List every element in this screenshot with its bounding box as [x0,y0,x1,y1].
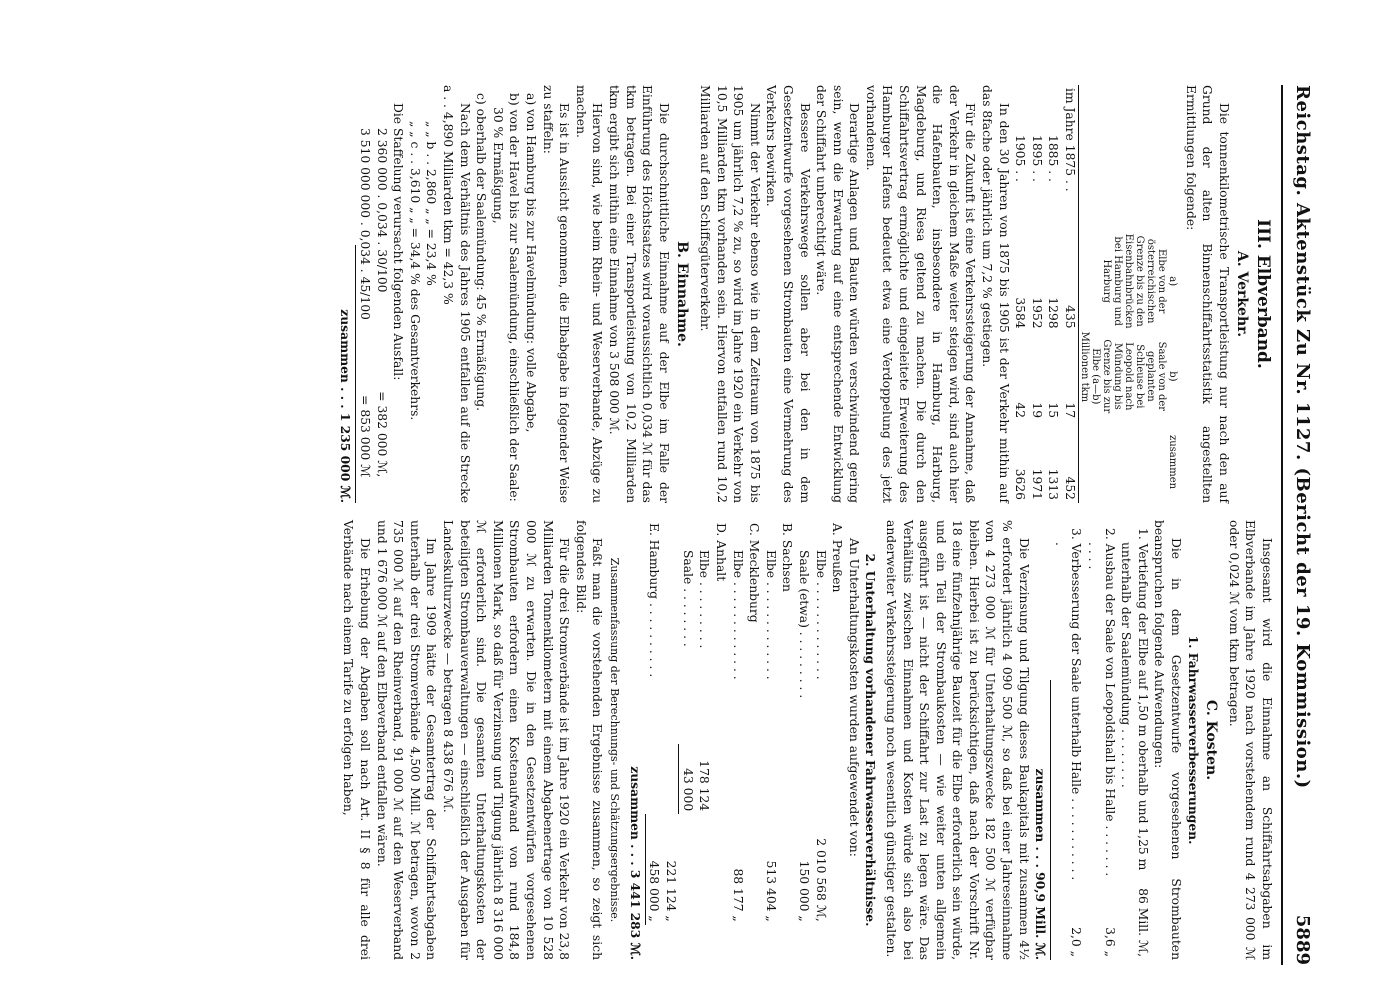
table-row: 1905 . . 3584 42 3626 [1013,135,1028,500]
paragraph: Im Jahre 1909 hätte der Gesamtertrag der Schiffahrtsabgaben unterhalb der drei Stromverbände 4,500 Mill. ℳ betragen, wovon 2 735 000 ℳ auf den Rheinverband, 91 000 ℳ auf den Weserverband und 1 676 000 ℳ auf den Elbeverband entfallen wären. [374,520,439,960]
running-title: Reichstag. Aktenstück Zu Nr. 1127. (Bericht der 19. Kommission.) [1292,85,1313,789]
paragraph: An Unterhaltungskosten wurden aufgewendet von: [846,538,861,857]
paragraph: Bessere Verkehrswege sollen aber bei den in dem Gesetzentwurfe vorgesehenen Strombauten eine Vermehrung des Verkehrs bewirken. [764,85,812,503]
section-heading: III. Elbverband. [1253,219,1273,369]
paragraph: „ „ b . . 2,860 „ „ = 23,4 % [424,121,439,286]
paragraph: Es ist in Aussicht genommen, die Elbabgabe in folgender Weise zu staffeln: [540,85,572,503]
subsection-c-title: C. Kosten. [1203,699,1220,781]
table-col-b: b) Saale von der geplanten Schleuse bei Leopold nach Mündung bis Grenze bis zur Elbe (a—b) [1090,339,1179,414]
calc-row: 3 510 000 000 . 0,034 . 45/100 = 853 000 ℳ [358,128,373,478]
right-column [340,520,1275,960]
list-item: b) von der Havel bis zur Saalemündung, einschließlich der Saale: 30 % Ermäßigung, [490,93,522,502]
paragraph: Für die Zukunft ist eine Verkehrssteigerung der Annahme, daß der Verkehr in gleichem Maße weiter steigen wird, sind auch hier die Hafenbauten, insbesondere in Hamburg, Harburg, Magdeburg, und Riesa geltend zu machen. Die durch den Schiffahrtsvertrag ermöglichte und eingeleitete Erweiterung des Hamburger Hafens bedeutet etwa eine Verdoppelung des jetzt vorhandenen. [863,85,978,503]
paragraph: Nach dem Verhältnis des Jahres 1905 entfallen auf die Strecke a . . 4,890 Milliarden tkm = 42,3 % [441,85,472,503]
table-row: D. Anhalt [714,523,728,582]
paragraph: Insgesamt wird die Einnahme an Schiffahrtsabgaben im Elbverbande im Jahre 1920 nach vorstehendem rund 4 273 000 ℳ oder 0,024 ℳ vom tkm betragen. [1226,520,1274,960]
list-item: c) oberhalb der Saalemündung: 45 % Ermäßigung. [474,93,489,411]
paragraph: Die tonnenkilometrische Transportleistung nur nach den auf Grund der alten Binnenschiffahrtsstatistik angestellten Ermittlungen folgende: [1183,85,1231,503]
paragraph: Die Erhebung der Abgaben soll nach Art. II § 8 für alle drei Verbände nach einem Tarife zu erfolgen haben, [341,520,373,960]
traffic-table [1012,85,1178,503]
calculation-table [357,125,390,480]
table-row: Elbe . . . . . . . . . . . . . 513 404 „ [763,550,778,922]
table-row: im Jahre 1875 . . 435 17 452 [1061,85,1078,503]
left-column [337,85,1275,503]
paragraph: In den 30 Jahren von 1875 bis 1905 ist der Verkehr mithin auf das 8fache oder jährlich um 7,2 % gestiegen. [980,85,1011,503]
table-row: Saale (etwa) . . . . . . . . . 150 000 „ [796,550,811,922]
header-rule [1281,85,1283,965]
table-row: B. Sachsen [780,523,795,592]
subsection-b-title: B. Einnahme. [674,241,691,347]
paragraph: Die in dem Gesetzentwurfe vorgesehenen Strombauten beanspruchen folgende Aufwendungen: [1152,520,1184,960]
paragraph: Nimmt der Verkehr ebenso wie in dem Zeitraum von 1875 bis 1905 um jährlich 7,2 % zu, so wird im Jahre 1920 ein Verkehr von 10,5 Milliarden tkm vorhanden sein. Hiervon entfallen rund 10,2 Milliarden auf den Schiffsgüterverkehr. [697,85,762,503]
costs-table [1051,520,1151,960]
table-row: Elbe . . . . . . . . . 178 124 [697,550,712,812]
table-unit: Millionen tkm [1079,331,1091,403]
calc-total: zusammen . . . 1 235 000 ℳ. [337,245,357,503]
maintenance-table [645,520,846,925]
subsection-a-title: A. Verkehr. [1234,250,1251,338]
paragraph: Hiervon sind, wie beim Rhein- und Weserverbande, Abzüge zu machen. [573,85,605,503]
table-row: A. Preußen [830,523,845,593]
paragraph: Derartige Anlagen und Bauten würden verschwindend gering sein, wenn die Erwartung auf eine entsprechende Entwicklung der Schiffahrt unberechtigt wäre. [814,85,862,503]
table-col-c: zusammen [1167,434,1179,490]
costs-total: zusammen . . . 90,9 Mill. ℳ. [1032,680,1052,960]
page-header [1283,85,1313,965]
table-row: E. Hamburg . . . . . . . . . . 458 000 „ [645,520,662,925]
page-number: 5889 [1292,914,1313,965]
table-row: Elbe . . . . . . . . . . . . . 2 010 568 ℳ, [813,550,828,922]
paragraph: Die durchschnittliche Einnahme auf der Elbe im Falle der Einführung des Höchstsatzes wird voraussichtlich 0,034 ℳ für das tkm betragen. Bei einer Transportleistung von 10,2 Milliarden tkm ergibt sich mithin eine Einnahme von 3 508 000 ℳ. [607,85,671,503]
table-row: C. Mecklenburg [747,523,762,623]
table-col-a: a) Elbe von der österreichischen Grenze bis zu den Eisenbahnbrücken bei Hamburg und Harburg [1101,233,1179,329]
table-row: 3. Verbesserung der Saale unterhalb Halle . . . . . . . . . . . . 2,0 „ [1052,528,1084,957]
paragraph: Faßt man die vorstehenden Ergebnisse zusammen, so zeigt sich folgendes Bild: [573,520,605,960]
maintenance-total: zusammen . . . 3 441 283 ℳ. [627,766,643,960]
paragraph: „ „ c . . 3,610 „ „ = 34,4 % des Gesamtverkehrs. [407,121,422,421]
table-row: 221 124 „ [663,860,678,922]
paragraph: Die Staffelung verursacht folgenden Ausfall: [391,103,406,381]
table-row: 1885 . . 1298 15 1313 [1046,135,1061,500]
paragraph: Die Verzinsung und Tilgung dieses Baukapitals mit zusammen 4½ % erfordert jährlich 4 090 500 ℳ, so daß bei einer Jahreseinnahme von 4 273 000 ℳ für Unterhaltungszwecke 182 500 ℳ verfügbar bleiben. Hierbei ist zu berücksichtigen, daß nach der Vorschrift Nr. 18 eine fünfzehnjährige Bauzeit für die Elbe erforderlich sein würde, und ein Teil der Strombaukosten — wie weiter unten allgemein ausgeführt ist — nicht der Schiffahrt zur Last zu legen wäre. Das Verhältnis zwischen Einnahmen und Kosten würde sich also bei anderweiter Verkehrssteigerung noch wesentlich günstiger gestalten. [883,520,1031,960]
table-row: 1. Vertiefung der Elbe auf 1,50 m oberhalb und 1,25 m unterhalb der Saalemündung . . . . . . . . 86 Mill. ℳ, [1119,528,1150,957]
table-row: 2. Ausbau der Saale von Leopoldshall bis Halle . . . . . . . . . . . 3,6 „ [1086,528,1117,957]
list-item: a) von Hamburg bis zur Havelmündung: volle Abgabe, [524,93,539,433]
paragraph: Für die drei Stromverbände ist im Jahre 1920 ein Verkehr von 23,8 Milliarden Tonnenkilometern mit einem Abgabenertrage von 10 528 000 ℳ zu erwarten. Die in den Gesetzentwürfen vorgesehenen Strombauten erfordern einen Kostenaufwand von rund 184,8 Millionen Mark, so daß für Verzinsung und Tilgung jährlich 8 316 000 ℳ erforderlich sind. Die gesamten Unterhaltungskosten der beteiligten Strombauverwaltungen — einschließlich der Ausgaben für Landeskulturzwecke — betragen 8 438 676 ℳ. [441,520,572,960]
table-row: Saale . . . . . . . . 43 000 [679,520,696,925]
table-row: 1895 . . 1952 19 1971 [1029,135,1044,500]
subsection-c1-title: 1. Fahrwasserverbesserungen. [1185,635,1201,845]
summary-title: Zusammenfassung der Berechnungs- und Schätzungsergebnisse. [607,557,621,923]
calc-row: 2 360 000 . 0,034 . 30/100 = 382 000 ℳ, [374,128,389,478]
subsection-c2-title: 2. Unterhaltung vorhandener Fahrwasserverhältnisse. [863,553,879,927]
table-row: Elbe . . . . . . . . . . . . . 88 177 „ [730,550,745,922]
